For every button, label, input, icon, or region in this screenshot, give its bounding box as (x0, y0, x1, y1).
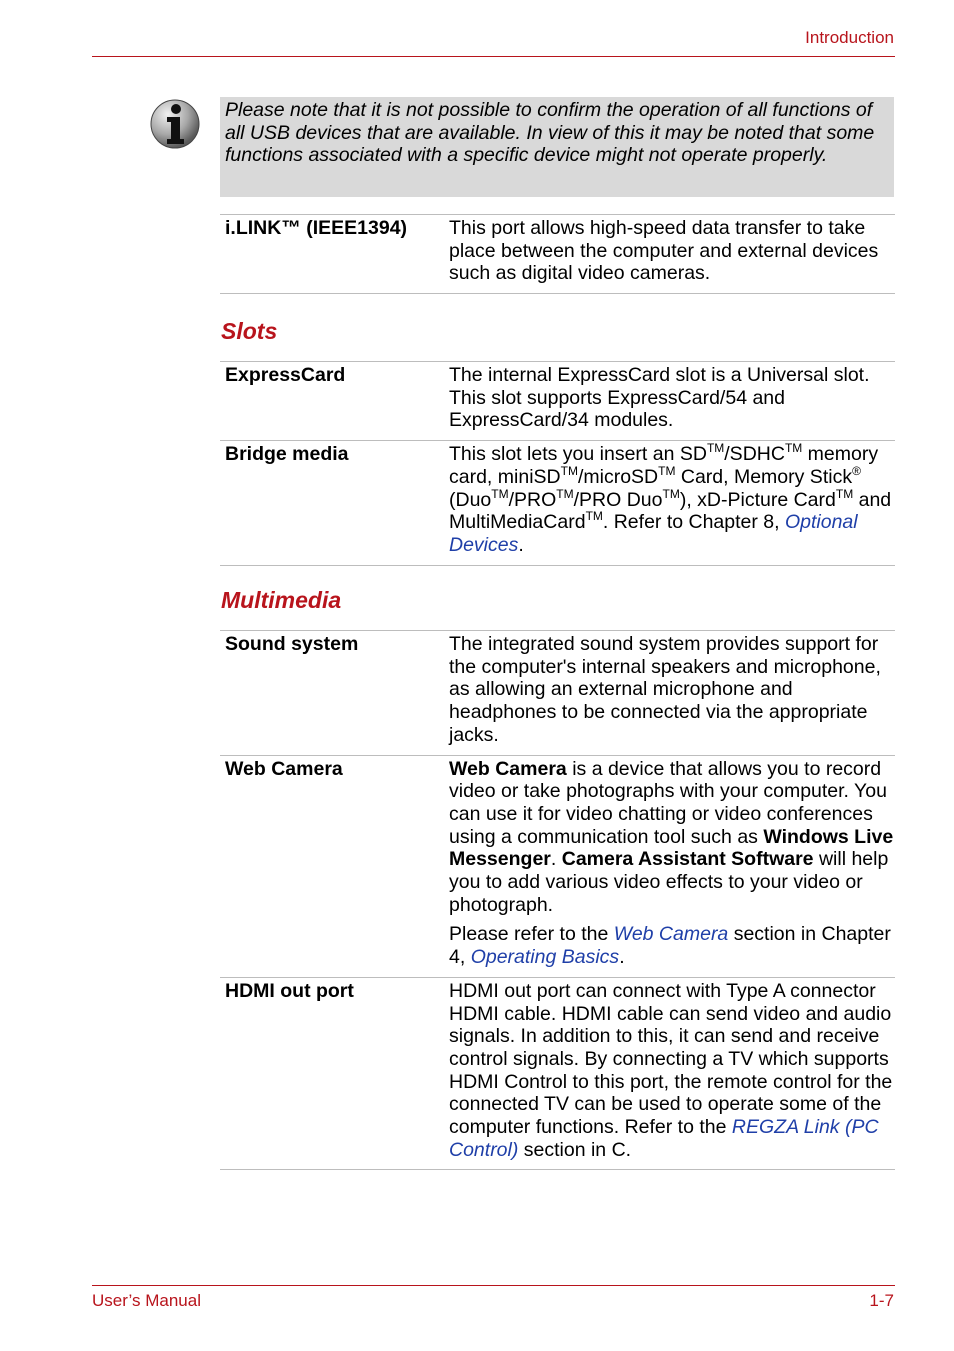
term-web-camera: Web Camera (225, 757, 343, 780)
usb-note: Please note that it is not possible to confirm the operation of all functions of all USB devices that are available. In view of this it may be noted that some functions associated with a specific device might not operate properly. (220, 97, 894, 197)
page-number: 1-7 (869, 1291, 894, 1310)
term-hdmi-out-port: HDMI out port (225, 979, 354, 1002)
link-optional-devices[interactable]: Optional Devices (449, 511, 858, 556)
desc-hdmi-out-port: HDMI out port can connect with Type A connector HDMI cable. HDMI cable can send video and audio signals. In addition to this, it can send and receive control signals. By connecting a TV which supports HDMI Control to this port, the remote control for the connected TV can be used to operate some of the computer functions. Refer to the REGZA Link (PC Control) section in C. (449, 979, 893, 1161)
table-row (220, 631, 895, 756)
desc-bridge-media: This slot lets you insert an SD™/SDHC™ memory card, miniSD™/microSD™ Card, Memory Stick® (Duo™/PRO™/PRO Duo™), xD-Picture Card™ and MultiMediaCard™. Refer to Chapter 8, Optional Devices. (449, 441, 892, 556)
desc-ilink: This port allows high-speed data transfer to take place between the computer and external devices such as digital video cameras. (449, 217, 879, 285)
footer-rule (92, 1285, 895, 1286)
section-title-slots: Slots (221, 318, 278, 344)
table-row (220, 362, 895, 441)
term-sound-system: Sound system (225, 633, 359, 655)
ilink-table (220, 214, 895, 294)
desc-expresscard: The internal ExpressCard slot is a Universal slot. This slot supports ExpressCard/54 and ExpressCard/34 modules. (449, 364, 870, 432)
slots-table (220, 361, 895, 566)
multimedia-table (220, 630, 895, 1170)
link-operating-basics[interactable]: Operating Basics (470, 946, 620, 969)
table-row (220, 978, 895, 1171)
desc-sound-system: The integrated sound system provides support for the computer's internal speakers and microphone, as allowing an external microphone and headphones to be connected via the appropriate jacks. (449, 633, 881, 746)
info-icon (150, 99, 200, 149)
header-rule (92, 56, 895, 57)
term-expresscard: ExpressCard (225, 364, 346, 386)
term-ilink: i.LINK™ (IEEE1394) (225, 217, 408, 239)
table-row (220, 756, 895, 978)
footer-manual-title: User’s Manual (92, 1291, 201, 1310)
term-bridge-media: Bridge media (225, 443, 349, 466)
table-row (220, 215, 895, 294)
table-row (220, 441, 895, 566)
link-web-camera[interactable]: Web Camera (613, 923, 729, 946)
link-regza-link[interactable]: REGZA Link (PC Control) (449, 1116, 879, 1161)
section-title-multimedia: Multimedia (221, 587, 342, 613)
desc-web-camera: Web Camera is a device that allows you to record video or take photographs with your computer. You can use it for video chatting or video conferences using a communication tool such as Windows Live Messenger. Camera Assistant Software will help you to add various video effects to your video or photograph. Please refer to the Web Camera section in Chapter 4, Operating Basics. (449, 757, 894, 969)
running-header: Introduction (805, 28, 894, 47)
